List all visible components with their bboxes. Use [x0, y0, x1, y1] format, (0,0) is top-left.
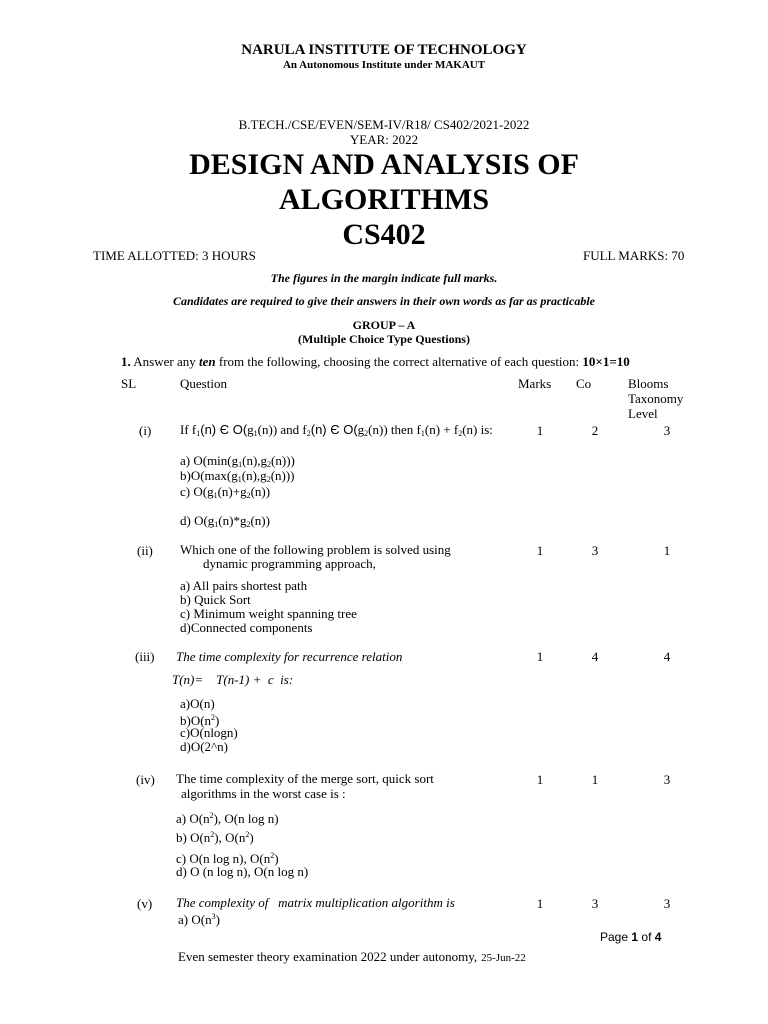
question-5-blooms: 3: [663, 896, 671, 911]
question-1-co: 2: [591, 423, 599, 438]
col-header-sl: SL: [121, 376, 137, 391]
full-marks: FULL MARKS: 70: [583, 248, 685, 263]
page-total: 4: [654, 930, 662, 944]
page-word: Page: [600, 930, 629, 944]
question-1-blooms: 3: [663, 423, 671, 438]
question-4-stem-line2: algorithms in the worst case is :: [181, 786, 346, 801]
instruction-pre: Answer any: [133, 354, 196, 369]
question-2-sl: (ii): [137, 543, 153, 558]
note-margin: The figures in the margin indicate full marks.: [270, 271, 498, 285]
question-3-co: 4: [591, 649, 599, 664]
group-subheading: (Multiple Choice Type Questions): [298, 332, 470, 346]
time-allotted: TIME ALLOTTED: 3 HOURS: [93, 248, 256, 263]
page-title-line3: CS402: [342, 218, 426, 251]
page-title-line2: ALGORITHMS: [278, 183, 490, 216]
question-1-option-b: $b)O(\max(g_1(n),g_2(n)))$: [180, 468, 295, 484]
question-1-sl: (i): [139, 423, 152, 438]
course-code-line: B.TECH./CSE/EVEN/SEM-IV/R18/ CS402/2021-2022: [238, 117, 530, 132]
question-4-option-c: c) O(n log n), $O(n^2)$: [176, 851, 279, 866]
col-header-marks: Marks: [518, 376, 552, 391]
page-current: 1: [631, 930, 639, 944]
institute-name: NARULA INSTITUTE OF TECHNOLOGY: [241, 42, 527, 58]
question-4-co: 1: [591, 772, 599, 787]
question-2-option-b: b) Quick Sort: [180, 592, 251, 607]
col-header-blooms-1: Blooms: [628, 376, 669, 391]
col-header-blooms-3: Level: [628, 406, 658, 421]
question-2-option-d: d)Connected components: [180, 620, 313, 635]
question-4-option-a: a) $O(n^2)$, O(n log n): [176, 811, 279, 826]
year-line: YEAR: 2022: [349, 132, 419, 147]
instruction: [121, 354, 630, 370]
question-3-sl: (iii): [135, 649, 155, 664]
instruction-emph: ten: [199, 354, 216, 369]
page-number: [600, 930, 661, 944]
question-4-option-d: d) O (n log n), O(n log n): [176, 864, 309, 879]
page-title-line1: DESIGN AND ANALYSIS OF: [189, 148, 579, 181]
question-5-option-a: a) $O(n^3)$: [178, 912, 220, 927]
question-3-option-c: c)O(nlogn): [180, 725, 238, 740]
question-5-marks: 1: [536, 896, 544, 911]
col-header-blooms-2: Taxonomy: [628, 391, 684, 406]
instruction-number: 1.: [121, 354, 131, 369]
question-3-marks: 1: [536, 649, 544, 664]
question-1-stem: If $f_1(n)$ Є $O(g_1(n))$ and $f_2(n)$ Є $O(g_2(n))$ then $f_1(n) + f_2(n)$ is:: [180, 422, 493, 438]
question-2-stem-line1: Which one of the following problem is solved using: [180, 542, 451, 557]
question-2-co: 3: [591, 543, 599, 558]
question-2-marks: 1: [536, 543, 544, 558]
note-candidates: Candidates are required to give their answers in their own words as far as practicable: [172, 294, 596, 308]
question-1-option-a: a) $O(\min(g_1(n),g_2(n)))$: [180, 453, 295, 469]
question-1-marks: 1: [536, 423, 544, 438]
question-3-stem: The time complexity for recurrence relation: [176, 649, 403, 664]
footer-exam-text: Even semester theory examination 2022 under autonomy,: [178, 949, 478, 964]
question-1-option-d: d) $O(g_1(n)*g_2(n))$: [180, 513, 270, 529]
question-3-option-a: a)O(n): [180, 696, 215, 711]
question-5-stem: The complexity of matrix multiplication algorithm is: [176, 895, 455, 910]
col-header-question: Question: [180, 376, 227, 391]
question-4-stem-line1: The time complexity of the merge sort, quick sort: [176, 771, 434, 786]
footer-line: [178, 948, 526, 966]
of-word: of: [641, 930, 652, 944]
instruction-post: from the following, choosing the correct alternative of each question:: [218, 354, 580, 369]
institute-subtitle: An Autonomous Institute under MAKAUT: [282, 59, 486, 71]
question-3-blooms: 4: [663, 649, 671, 664]
question-3-formula: T(n)= T(n-1) + c is:: [172, 672, 294, 687]
question-4-marks: 1: [536, 772, 544, 787]
question-4-option-b: b) $O(n^2)$, $O(n^2)$: [176, 830, 254, 845]
question-4-blooms: 3: [663, 772, 671, 787]
group-heading: GROUP – A: [352, 318, 416, 332]
question-3-option-d: d)O(2^n): [180, 739, 228, 754]
instruction-marks: 10×1=10: [582, 354, 630, 369]
footer-date: 25-Jun-22: [481, 952, 526, 964]
question-2-stem-line2: dynamic programming approach,: [203, 556, 376, 571]
question-5-sl: (v): [137, 896, 153, 911]
question-3-option-b: $b)O(n^2)$: [180, 713, 220, 728]
question-2-option-a: a) All pairs shortest path: [180, 578, 308, 593]
question-1-option-c: c) $O(g_1(n)+g_2(n))$: [180, 484, 271, 500]
question-5-co: 3: [591, 896, 599, 911]
question-4-sl: (iv): [136, 772, 155, 787]
question-2-blooms: 1: [663, 543, 671, 558]
col-header-co: Co: [576, 376, 592, 391]
question-2-option-c: c) Minimum weight spanning tree: [180, 606, 357, 621]
